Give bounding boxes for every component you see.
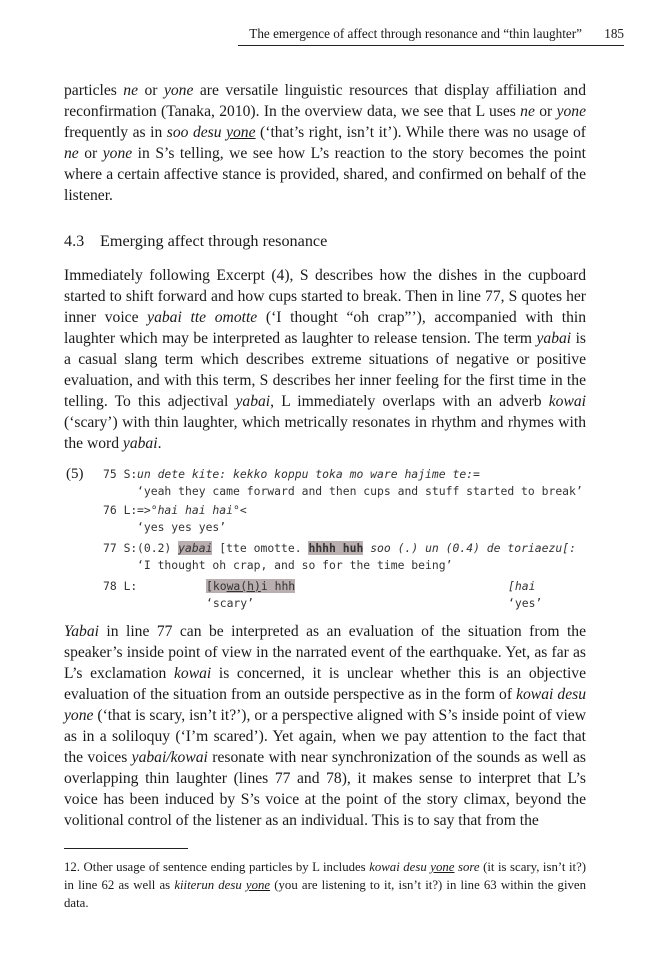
text-run: or <box>534 103 557 120</box>
running-head <box>0 24 650 44</box>
text-run: (you are listening to it, isn’t it?) in line 63 within the given data. <box>64 878 586 910</box>
text-run: in line 77 can be interpreted as an evaluation of the situation from the speaker’s inside point of view in the narrated event of the earthquake. Yet, as far as L’s exclamation <box>64 623 586 682</box>
text-run: is concerned, it is unclear whether this is an objective evaluation of the situation from an outside perspective as in the form of <box>64 665 586 703</box>
text-run: resonate with near synchronization of the sounds as well as overlapping thin laughter (lines 77 and 78), it makes sense to interpret that L’s voice has been induced by S’s voice at the point of the story climax, beyond the volitional control of the listener as an individual. This is to say that from the <box>64 749 586 829</box>
highlighted-overlap <box>206 579 295 593</box>
excerpt-label: (5) <box>66 466 84 482</box>
text-run: soo (.) un (0.4) de toriaezu[: <box>363 541 576 555</box>
italic-underlined-term: yone <box>245 878 271 892</box>
paragraph-3 <box>64 621 586 831</box>
highlighted-term: yabai <box>178 541 213 555</box>
text-run: frequently as in <box>64 124 167 141</box>
italic-underlined-term: yone <box>430 860 455 874</box>
text-run: or <box>138 82 164 99</box>
footnote-rule <box>64 848 188 849</box>
text-run: [tte omotte. <box>212 541 309 555</box>
text-run: (0.2) <box>137 541 179 555</box>
underlined-run: wa(h) <box>226 579 261 593</box>
paragraph-1 <box>64 80 586 206</box>
footnote <box>64 858 586 912</box>
section-number: 4.3 <box>64 232 85 250</box>
text-run: , L immediately overlaps with an adverb <box>270 393 549 410</box>
italic-term: yone <box>556 103 586 120</box>
transcript-line: un dete kite: kekko koppu toka mo ware hajime te:= <box>137 467 480 481</box>
gloss-line: ‘yes’ <box>508 596 543 610</box>
italic-term: yone <box>102 145 133 162</box>
text-run: (‘that is scary, isn’t it?’), or a perspective aligned with S’s inside point of view as in a soliloquy (‘I’m scared’). Yet again, when we pay attention to the fact that the voices <box>64 707 586 766</box>
page-number: 185 <box>604 26 624 41</box>
line-number: 76 L: <box>103 503 138 517</box>
paragraph-2 <box>64 265 586 454</box>
gloss-line: ‘yeah they came forward and then cups and stuff started to break’ <box>137 484 583 498</box>
italic-term: kiiterun desu <box>174 878 242 892</box>
text-run: are versatile linguistic resources that display affiliation and reconfirmation (Tanaka, 2010). In the overview data, we see that L uses <box>64 82 586 120</box>
text-run: Other usage of sentence ending particles by L includes <box>80 860 370 874</box>
text-run: particles <box>64 82 124 99</box>
italic-term: ne <box>123 82 139 99</box>
line-number: 77 S: <box>103 541 138 555</box>
section-title: Emerging affect through resonance <box>100 232 328 250</box>
line-number: 78 L: <box>103 579 138 593</box>
italic-term: yabai <box>536 330 572 347</box>
transcript-line <box>206 578 295 594</box>
text-run: (it is scary, isn’t it?) in line 62 as well as <box>64 860 587 892</box>
italic-term: soo desu <box>166 124 222 141</box>
italic-term: yabai <box>122 435 158 452</box>
section-heading <box>64 230 327 252</box>
italic-term: ne <box>64 145 79 162</box>
italic-term: kowai <box>173 665 212 682</box>
text-run: in S’s telling, we see how L’s reaction to the story becomes the point where a certain affective stance is provided, shared, and confirmed on behalf of the listener. <box>64 145 586 204</box>
italic-term: kowai desu <box>369 860 427 874</box>
text-run: or <box>78 145 103 162</box>
text-run: . <box>157 435 162 452</box>
highlighted-laughter: hhhh huh <box>308 541 364 555</box>
transcript-line <box>137 540 576 556</box>
footnote-marker: 12. <box>64 860 80 874</box>
italic-underlined-term: yone <box>226 124 256 141</box>
text-run: (‘I thought “oh crap”’), accompanied with thin laughter which may be interpreted as laughter to release tension. The term <box>64 309 587 347</box>
text-run: Immediately following Excerpt (4), S describes how the dishes in the cupboard started to shift forward and how cups started to break. Then in line 77, S quotes her inner voice <box>64 267 586 326</box>
transcript-line: =>°hai hai hai°< <box>137 503 247 517</box>
line-number: 75 S: <box>103 467 138 481</box>
gloss-line: ‘scary’ <box>206 596 255 610</box>
transcript-line: [hai <box>508 579 536 593</box>
text-run: (‘scary’) with thin laughter, which metrically resonates in rhythm and rhymes with the word <box>64 414 586 452</box>
text-run: i hhh <box>260 579 296 593</box>
italic-term: kowai desu yone <box>64 686 586 724</box>
header-rule <box>238 45 624 46</box>
italic-term: yabai tte omotte <box>147 309 258 326</box>
italic-term: yabai/kowai <box>131 749 208 766</box>
gloss-line: ‘I thought oh crap, and so for the time being’ <box>137 558 453 572</box>
italic-term: kowai <box>548 393 586 410</box>
text-run: is a casual slang term which describes extreme situations of negative or positive evaluation, and with this term, S describes her inner feeling for the first time in the telling. To this adjectival <box>64 330 586 410</box>
text-run: [ko <box>206 579 227 593</box>
italic-term: yone <box>163 82 194 99</box>
text-run: (‘that’s right, isn’t it’). While there was no usage of <box>255 124 586 141</box>
running-title: The emergence of affect through resonance and “thin laughter” <box>249 26 582 41</box>
italic-term: sore <box>457 860 480 874</box>
italic-term: yabai <box>235 393 271 410</box>
italic-term: ne <box>520 103 535 120</box>
gloss-line: ‘yes yes yes’ <box>137 520 227 534</box>
italic-term: Yabai <box>64 623 99 640</box>
